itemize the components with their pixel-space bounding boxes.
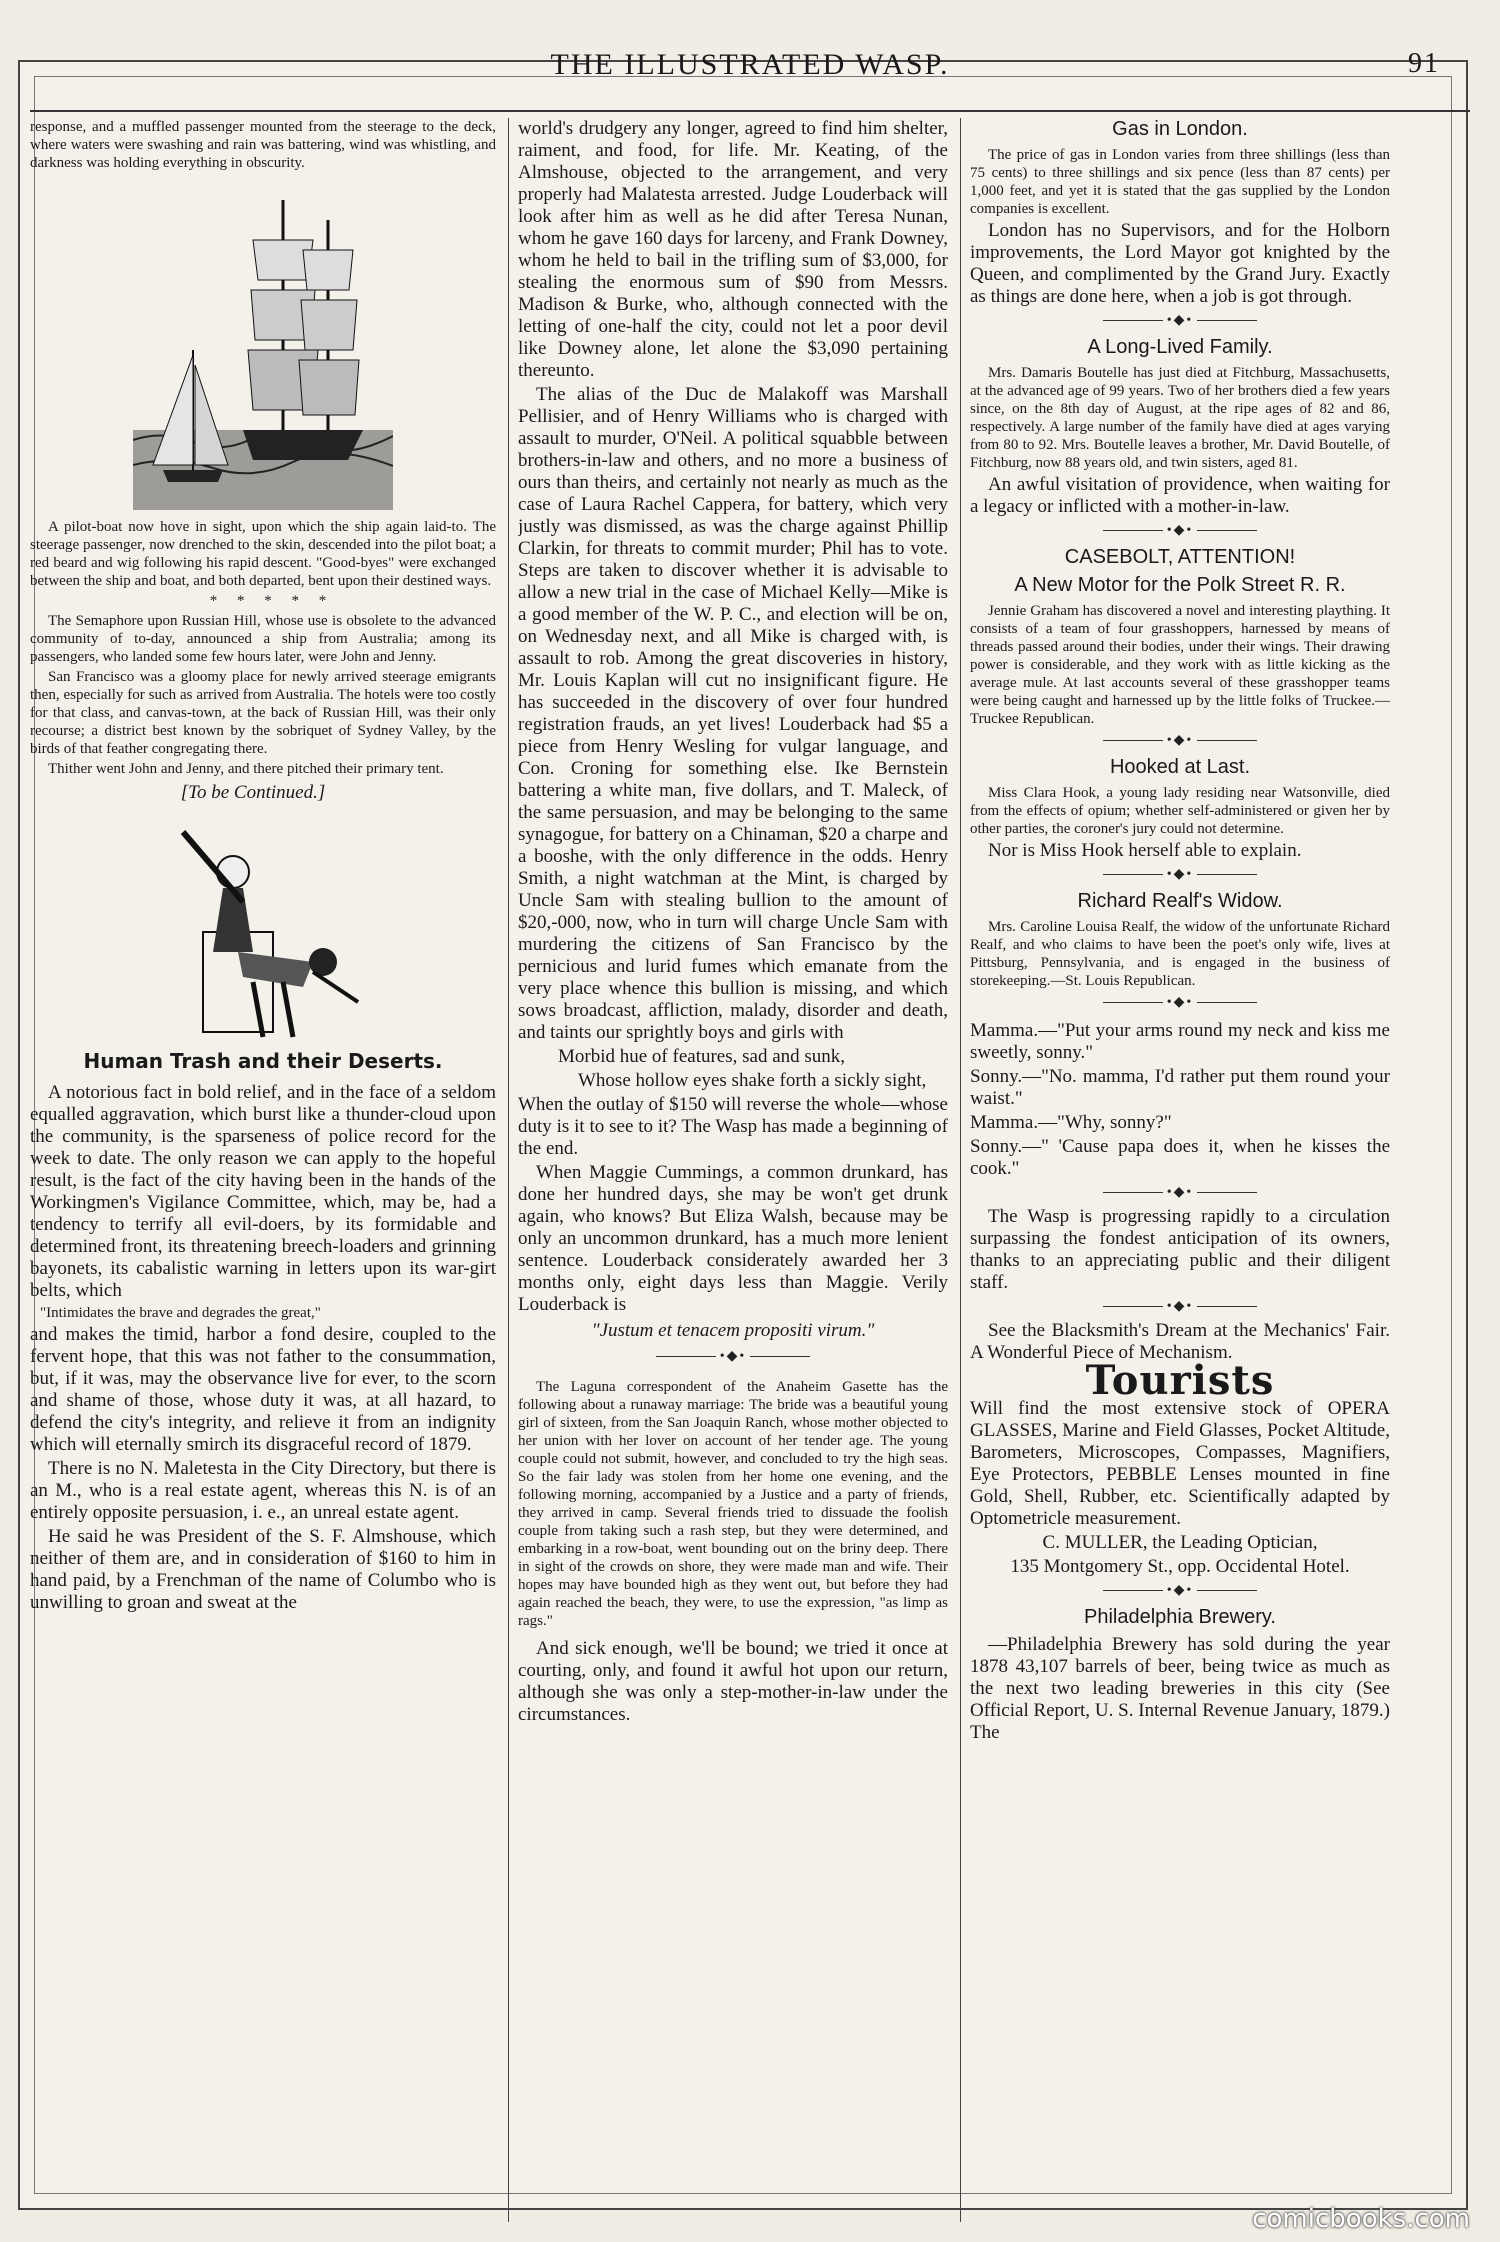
section-separator: •◆• <box>970 1300 1390 1314</box>
page-number: 91 <box>1408 48 1440 79</box>
item-paragraph: Jennie Graham has discovered a novel and interesting plaything. It consists of a team of four grasshoppers, harnessed by means of threads passed around their bodies, under their wings. Their drawing power is considerable, and they work with as little kicking as the average mule. At last accounts several of these grasshopper teams were being caught and harnessed up by the little folks of Truckee.—Truckee Republican. <box>970 603 1390 727</box>
article-paragraph: world's drudgery any longer, agreed to find him shelter, raiment, and food, for life. Mr. Keating, of the Almshouse, objected to the arrangement, and very properly had Malatesta arrested. Judge Louderback will look after him as well as he did after Teresa Nunan, whom he gave 160 days for larceny, and Frank Downey, whom he held to bail in the trifling sum of $3,000, for stealing the enormous sum of $90 from Messrs. Madison & Burke, who, although connected with the letting of one-half the city, could not let a poor devil like Downey alone, let alone the $3,090 pertaining thereunto. <box>518 118 948 381</box>
item-paragraph: An awful visitation of providence, when waiting for a legacy or inflicted with a mother-in-law. <box>970 474 1390 517</box>
section-heading: A Long-Lived Family. <box>1087 336 1273 358</box>
section-separator: •◆• <box>970 1186 1390 1200</box>
article-paragraph: A notorious fact in bold relief, and in the face of a seldom equalled aggravation, which burst like a thunder-cloud upon the community, is the sparseness of police record for the week to date. The only reason we can apply to the hopeful result, is the fact of the city having been in the hands of the Workingmen's Vigilance Committee, which, may be, had a tendency to terrify all evil-doers, by its formidable and determined front, its threatening breech-loaders and grinning bayonets, its cabalistic warning in letters upon its war-girt belts, which <box>30 1082 496 1301</box>
cartoon-illustration <box>143 812 383 1042</box>
advert-line: C. MULLER, the Leading Optician, <box>1042 1532 1318 1553</box>
masthead-rule <box>30 110 1470 112</box>
item-paragraph: The Wasp is progressing rapidly to a circulation surpassing the fondest anticipation of its owners, thanks to an appreciating public and their diligent staff. <box>970 1206 1390 1293</box>
section-separator: •◆• <box>970 524 1390 538</box>
laguna-item: The Laguna correspondent of the Anaheim Gasette has the following about a runaway marriage: The bride was a beautiful young girl of sixteen, from the San Joaquin Ranch, whose mother objected to her union with her lover on account of her tender age. The young couple could not submit, however, and concluded to try the high seas. So the fair lady was stolen from her home one evening, and the following morning, accompanied by a Justice and a party of friends, they arrived in camp. Several friends tried to dissuade the foolish couple from taking such a rash step, but they were determined, and embarking in a row-boat, went bounding out on the briny deep. There in sight of the crowds on shore, they were made man and wife. Their hopes may have bounded high as they went out, but before they had again reached the beach, they were, to use the expression, "as limp as rags." <box>518 1379 948 1629</box>
story-paragraph: Thither went John and Jenny, and there pitched their primary tent. <box>48 761 444 777</box>
article-paragraph: and makes the timid, harbor a fond desire, coupled to the fervent hope, that this was not father to the consummation, but, if it was, may the observance live for ever, to the scorn and shame of those, whose duty it was, at all hazard, to defend the city's integrity, and relieve it from an indignity which will eternally smirch its disgraceful record of 1879. <box>30 1324 496 1455</box>
dialogue-line: Mamma.—"Why, sonny?" <box>970 1112 1172 1133</box>
dialogue-line: Mamma.—"Put your arms round my neck and kiss me sweetly, sonny." <box>970 1020 1390 1063</box>
masthead-title: THE ILLUSTRATED WASP. <box>550 48 950 81</box>
ship-illustration <box>133 180 393 510</box>
section-separator: •◆• <box>970 996 1390 1010</box>
item-paragraph: Mrs. Caroline Louisa Realf, the widow of the unfortunate Richard Realf, and who claims to have been the poet's only wife, lives at Pittsburg, Pennsylvania, and is engaged in the business of storekeeping.—St. Louis Republican. <box>970 919 1390 989</box>
section-heading: Hooked at Last. <box>1109 756 1251 778</box>
section-heading: CASEBOLT, ATTENTION! <box>1064 546 1296 568</box>
dialogue-line: Sonny.—"No. mamma, I'd rather put them round your waist." <box>970 1066 1390 1109</box>
column-divider <box>960 118 961 2222</box>
ellipsis-divider: * * * * * <box>209 593 335 609</box>
section-heading: Gas in London. <box>1112 118 1248 140</box>
tourists-heading: Tourists <box>1085 1357 1275 1404</box>
article-paragraph: When Maggie Cummings, a common drunkard, has done her hundred days, she may be won't get drunk again, who knows? But Eliza Walsh, because may be only an uncommon drunkard, has a much more lenient sentence. Louderback considerately awarded her 3 months only, eight days less than Maggie. Verily Louderback is <box>518 1162 948 1315</box>
item-paragraph: Miss Clara Hook, a young lady residing near Watsonville, died from the effects of opium; whether self-administered or given her by other parties, the coroner's jury could not determine. <box>970 785 1390 837</box>
article-paragraph: There is no N. Maletesta in the City Directory, but there is an M., who is a real estate agent, whereas this N. is of an entirely opposite persuasion, i. e., an unreal estate agent. <box>30 1458 496 1523</box>
story-paragraph: A pilot-boat now hove in sight, upon which the ship again laid-to. The steerage passenger, now drenched to the skin, descended into the pilot boat; a red beard and wig following his rapid descent. "Good-byes" were exchanged between the ship and boat, and both departed, bent upon their destined ways. <box>30 519 496 589</box>
item-paragraph: —Philadelphia Brewery has sold during the year 1878 43,107 barrels of beer, being twice as much as the next two leading breweries in this city (See Official Report, U. S. Internal Revenue January, 1879.) The <box>970 1634 1390 1743</box>
story-paragraph: San Francisco was a gloomy place for newly arrived steerage emigrants then, especially for such as arrived from Australia. The hotels were too costly for that class, and canvas-town, at the back of Russian Hill, was their only recourse; a district best known by the sobriquet of Sydney Valley, by the birds of that feather congregating there. <box>30 669 496 757</box>
item-paragraph: The price of gas in London varies from three shillings (less than 75 cents) to three shillings and six pence (less than 87 cents) per 1,000 feet, and yet it is stated that the gas supplied by the London companies is excellent. <box>970 147 1390 217</box>
article-paragraph: He said he was President of the S. F. Almshouse, which neither of them are, and in consideration of $160 to him in hand paid, by a Frenchman of the name of Columbo who is unwilling to groan and sweat at the <box>30 1526 496 1613</box>
article-paragraph: When the outlay of $150 will reverse the whole—whose duty is it to see to it? The Wasp has made a beginning of the end. <box>518 1094 948 1159</box>
latin-quote: "Justum et tenacem propositi virum." <box>591 1320 875 1341</box>
section-separator: •◆• <box>970 1584 1390 1598</box>
continued-note: [To be Continued.] <box>180 782 326 803</box>
column-1 <box>30 118 496 2222</box>
article-quote: "Intimidates the brave and degrades the great," <box>40 1305 321 1321</box>
article-paragraph: And sick enough, we'll be bound; we tried it once at courting, only, and found it awful hot upon our return, although she was only a step-mother-in-law under the circumstances. <box>518 1638 948 1725</box>
verse-line: Whose hollow eyes shake forth a sickly sight, <box>578 1070 927 1091</box>
section-separator: •◆• <box>970 734 1390 748</box>
item-paragraph: Nor is Miss Hook herself able to explain. <box>988 840 1302 861</box>
masthead <box>30 48 1470 108</box>
section-separator: •◆• <box>970 314 1390 328</box>
headline: Human Trash and their Deserts. <box>83 1049 443 1073</box>
column-divider <box>508 118 509 2222</box>
item-paragraph: See the Blacksmith's Dream at the Mechanics' Fair. A Wonderful Piece of Mechanism. <box>970 1320 1390 1363</box>
section-heading: Philadelphia Brewery. <box>1084 1606 1276 1628</box>
story-paragraph: The Semaphore upon Russian Hill, whose use is obsolete to the advanced community of to-day, announced a ship from Australia; among its passengers, who landed some few hours later, were John and Jenny. <box>30 613 496 665</box>
watermark: comicbooks.com <box>1252 2204 1470 2234</box>
item-paragraph: Mrs. Damaris Boutelle has just died at Fitchburg, Massachusetts, at the advanced age of 99 years. Two of her brothers died a few years since, on the 8th day of August, at the ripe ages of 82 and 86, respectively. A large number of the family have died at ages varying from 80 to 92. Mrs. Boutelle leaves a brother, Mr. David Boutelle, of Fitchburg, now 88 years old, and twin sisters, aged 81. <box>970 365 1390 471</box>
section-heading: Richard Realf's Widow. <box>1077 890 1283 912</box>
section-heading: A New Motor for the Polk Street R. R. <box>1014 574 1346 596</box>
advert-paragraph: Will find the most extensive stock of OPERA GLASSES, Marine and Field Glasses, Pocket Altitude, Barometers, Microscopes, Compasses, Magnifiers, Eye Protectors, PEBBLE Lenses mounted in fine Gold, Shell, Rubber, etc. Scientifically adapted by Optometricle measurement. <box>970 1398 1390 1529</box>
advert-line: 135 Montgomery St., opp. Occidental Hotel. <box>1010 1556 1350 1577</box>
section-separator: •◆• <box>518 1350 948 1364</box>
story-intro: response, and a muffled passenger mounted from the steerage to the deck, where waters were swashing and rain was battering, wind was whistling, and darkness was holding everything in obscurity. <box>30 119 496 171</box>
item-paragraph: London has no Supervisors, and for the Holborn improvements, the Lord Mayor got knighted by the Queen, and complimented by the Grand Jury. Exactly as things are done here, when a job is got through. <box>970 220 1390 307</box>
dialogue-line: Sonny.—" 'Cause papa does it, when he kisses the cook." <box>970 1136 1390 1179</box>
column-3 <box>970 118 1390 2222</box>
column-2 <box>518 118 948 2222</box>
verse-line: Morbid hue of features, sad and sunk, <box>558 1046 846 1067</box>
section-separator: •◆• <box>970 868 1390 882</box>
article-paragraph: The alias of the Duc de Malakoff was Marshall Pellisier, and of Henry Williams who is charged with assault to murder, O'Neil. A political squabble between brothers-in-law and others, and no more a business of ours than theirs, and certainly not nearly as much as the case of Laura Rachel Cappera, for battery, which very justly was dismissed, as was the charge against Phillip Clarkin, for threats to commit murder; Phil has to vote. Steps are taken to discover whether it is advisable to allow a new trial in the case of Michael Kelly—Mike is a good member of the W. P. C., and election will be on, on Wednesday next, and all Mike is charged with, is assault to rob. Among the great discoveries in history, Mr. Louis Kaplan will cut no insignificant figure. He has succeeded in the discovery of over four hundred registration frauds, an yet lives! Louderback had $5 a piece from Henry Wesling for vulgar language, and Con. Croning for something else. Ike Bernstein battering a white man, five dollars, and T. Maleck, of the same persuasion, and may be belonging to the same synagogue, for battery on a Chinaman, $20 a charpe and a booshe, with the only difference in the odds. Henry Smith, a night watchman at the Mint, is charged by Uncle Sam with stealing bullion to the amount of $20,-000, now, who in turn will charge Uncle Sam with murdering the citizens of San Francisco by the pernicious and lurid fumes which emanate from the very place whence this bullion is missing, and which sows broadcast, affliction, malady, disorder and death, and taints our sprightly boys and girls with <box>518 384 948 1043</box>
